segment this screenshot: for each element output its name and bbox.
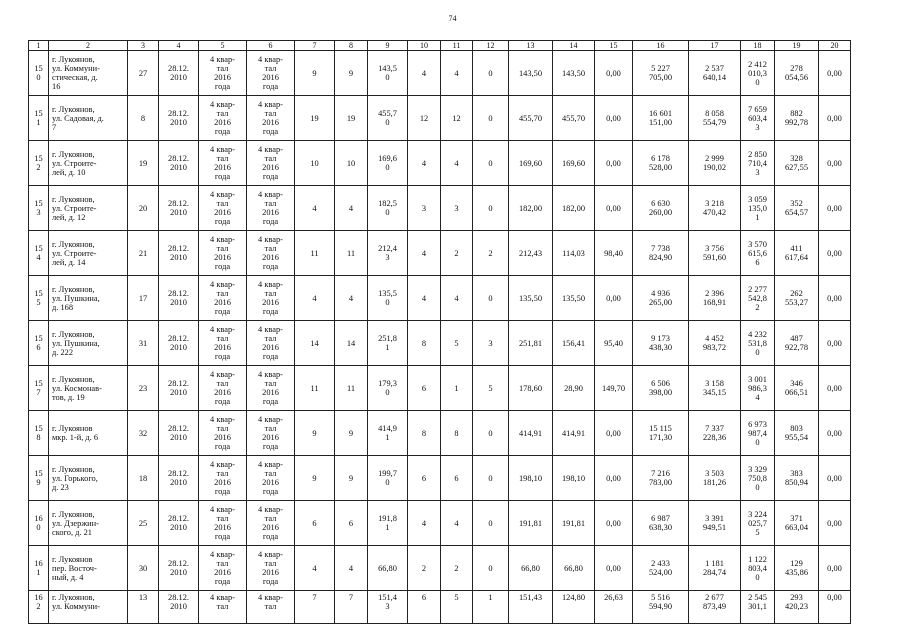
- table-cell: 0: [473, 546, 509, 591]
- table-cell: 9: [335, 456, 368, 501]
- table-cell: 4 квар- тал 2016 года: [247, 51, 295, 96]
- table-cell: 3 158 345,15: [689, 366, 741, 411]
- table-cell: 9: [295, 411, 335, 456]
- table-cell: 28.12. 2010: [159, 366, 199, 411]
- table-cell: 19: [295, 96, 335, 141]
- table-cell: 135,50: [509, 276, 553, 321]
- table-cell: 8: [441, 411, 473, 456]
- table-cell: 4 квар- тал 2016 года: [199, 141, 247, 186]
- table-cell: 4: [335, 186, 368, 231]
- table-cell: 4 квар- тал 2016 года: [247, 411, 295, 456]
- table-cell: 4 квар- тал: [247, 591, 295, 624]
- table-cell: 414,91: [509, 411, 553, 456]
- table-cell: 2: [441, 546, 473, 591]
- table-cell: 4 квар- тал 2016 года: [199, 51, 247, 96]
- table-cell: 7: [295, 591, 335, 624]
- table-cell: 4 квар- тал 2016 года: [199, 366, 247, 411]
- table-row: [29, 231, 851, 276]
- table-cell: 4 квар- тал 2016 года: [247, 546, 295, 591]
- table-cell: 0: [473, 276, 509, 321]
- table-cell: 4 квар- тал 2016 года: [247, 501, 295, 546]
- column-number-cell: 6: [247, 41, 295, 51]
- table-cell: 3 059 135,0 1: [741, 186, 775, 231]
- table-cell: 143,50: [509, 51, 553, 96]
- table-cell: 169,60: [509, 141, 553, 186]
- table-cell: 3 570 615,6 6: [741, 231, 775, 276]
- table-cell: 9: [335, 411, 368, 456]
- table-row: [29, 141, 851, 186]
- table-cell: 262 553,27: [775, 276, 819, 321]
- table-cell: 0,00: [819, 501, 851, 546]
- table-row: [29, 501, 851, 546]
- table-cell: 0,00: [819, 546, 851, 591]
- table-cell: 9: [295, 51, 335, 96]
- table-cell: 2 545 301,1: [741, 591, 775, 624]
- table-cell: 3: [473, 321, 509, 366]
- table-cell: 15 115 171,30: [633, 411, 689, 456]
- row-number-cell: 15 6: [29, 321, 49, 366]
- table-cell: 0: [473, 456, 509, 501]
- table-cell: 2 999 190,02: [689, 141, 741, 186]
- table-cell: 4: [441, 51, 473, 96]
- address-cell: г. Лукоянов, ул. Коммуни-: [49, 591, 128, 624]
- table-cell: 143,50: [553, 51, 595, 96]
- address-cell: г. Лукоянов, ул. Горького, д. 23: [49, 456, 128, 501]
- table-cell: 0,00: [819, 276, 851, 321]
- table-cell: 0,00: [595, 411, 633, 456]
- table-cell: 0: [473, 51, 509, 96]
- table-cell: 4: [335, 546, 368, 591]
- table-cell: 28.12. 2010: [159, 546, 199, 591]
- table-cell: 156,41: [553, 321, 595, 366]
- table-cell: 0: [473, 141, 509, 186]
- table-cell: 0: [473, 96, 509, 141]
- table-cell: 143,5 0: [368, 51, 408, 96]
- table-cell: 0,00: [819, 366, 851, 411]
- table-cell: 9: [335, 51, 368, 96]
- column-number-cell: 17: [689, 41, 741, 51]
- table-cell: 0: [473, 501, 509, 546]
- table-row: [29, 276, 851, 321]
- table-cell: 6 987 638,30: [633, 501, 689, 546]
- table-cell: 4 452 983,72: [689, 321, 741, 366]
- table-cell: 4: [441, 276, 473, 321]
- table-cell: 6 630 260,00: [633, 186, 689, 231]
- table-cell: 6: [408, 591, 441, 624]
- table-cell: 12: [441, 96, 473, 141]
- table-cell: 178,60: [509, 366, 553, 411]
- table-cell: 2 277 542,8 2: [741, 276, 775, 321]
- table-cell: 0,00: [819, 456, 851, 501]
- table-cell: 149,70: [595, 366, 633, 411]
- table-cell: 28.12. 2010: [159, 591, 199, 624]
- table-cell: 1: [441, 366, 473, 411]
- table-cell: 21: [128, 231, 159, 276]
- table-cell: 13: [128, 591, 159, 624]
- table-cell: 18: [128, 456, 159, 501]
- table-cell: 28,90: [553, 366, 595, 411]
- table-cell: 0,00: [819, 591, 851, 624]
- table-cell: 7 216 783,00: [633, 456, 689, 501]
- table-cell: 4 квар- тал 2016 года: [247, 186, 295, 231]
- table-cell: 0,00: [595, 456, 633, 501]
- table-cell: 8: [128, 96, 159, 141]
- table-cell: 251,8 1: [368, 321, 408, 366]
- column-number-cell: 16: [633, 41, 689, 51]
- table-cell: 0,00: [819, 141, 851, 186]
- row-number-cell: 15 4: [29, 231, 49, 276]
- table-cell: 95,40: [595, 321, 633, 366]
- table-cell: 4: [441, 141, 473, 186]
- table-cell: 371 663,04: [775, 501, 819, 546]
- table-cell: 4 936 265,00: [633, 276, 689, 321]
- table-cell: 10: [335, 141, 368, 186]
- table-cell: 5 227 705,00: [633, 51, 689, 96]
- table-cell: 4 квар- тал 2016 года: [247, 141, 295, 186]
- table-cell: 28.12. 2010: [159, 321, 199, 366]
- table-cell: 4 квар- тал 2016 года: [247, 276, 295, 321]
- table-cell: 4 квар- тал 2016 года: [199, 276, 247, 321]
- table-cell: 28.12. 2010: [159, 186, 199, 231]
- table-cell: 198,10: [553, 456, 595, 501]
- table-cell: 19: [128, 141, 159, 186]
- table-row: [29, 456, 851, 501]
- table-cell: 31: [128, 321, 159, 366]
- table-cell: 151,4 3: [368, 591, 408, 624]
- address-cell: г. Лукоянов, ул. Дзержин- ского, д. 21: [49, 501, 128, 546]
- column-number-cell: 13: [509, 41, 553, 51]
- column-number-cell: 18: [741, 41, 775, 51]
- table-cell: 0,00: [819, 411, 851, 456]
- table-cell: 7 738 824,90: [633, 231, 689, 276]
- table-cell: 4 квар- тал: [199, 591, 247, 624]
- table-cell: 4 квар- тал 2016 года: [199, 321, 247, 366]
- table-cell: 28.12. 2010: [159, 276, 199, 321]
- table-cell: 25: [128, 501, 159, 546]
- table-cell: 1: [473, 591, 509, 624]
- table-cell: 4 квар- тал 2016 года: [199, 186, 247, 231]
- data-table: [28, 40, 851, 624]
- table-cell: 10: [295, 141, 335, 186]
- table-cell: 5: [473, 366, 509, 411]
- table-cell: 0,00: [819, 186, 851, 231]
- table-cell: 182,00: [509, 186, 553, 231]
- table-cell: 17: [128, 276, 159, 321]
- table-cell: 6: [408, 366, 441, 411]
- table-cell: 6 178 528,00: [633, 141, 689, 186]
- table-cell: 129 435,86: [775, 546, 819, 591]
- table-cell: 66,80: [368, 546, 408, 591]
- table-cell: 4 квар- тал 2016 года: [199, 96, 247, 141]
- table-cell: 4: [408, 276, 441, 321]
- table-cell: 1 181 284,74: [689, 546, 741, 591]
- address-cell: г. Лукоянов, ул. Пушкина, д. 222: [49, 321, 128, 366]
- table-cell: 2: [408, 546, 441, 591]
- column-number-cell: 2: [49, 41, 128, 51]
- table-cell: 4: [408, 141, 441, 186]
- table-row: [29, 546, 851, 591]
- table-cell: 4: [295, 186, 335, 231]
- table-cell: 28.12. 2010: [159, 51, 199, 96]
- column-number-cell: 11: [441, 41, 473, 51]
- table-cell: 28.12. 2010: [159, 231, 199, 276]
- table-cell: 4 квар- тал 2016 года: [247, 321, 295, 366]
- table-cell: 27: [128, 51, 159, 96]
- table-cell: 487 922,78: [775, 321, 819, 366]
- table-cell: 3 503 181,26: [689, 456, 741, 501]
- table-cell: 114,03: [553, 231, 595, 276]
- table-cell: 19: [335, 96, 368, 141]
- table-cell: 28.12. 2010: [159, 456, 199, 501]
- column-number-cell: 14: [553, 41, 595, 51]
- column-number-cell: 1: [29, 41, 49, 51]
- table-cell: 4 232 531,8 0: [741, 321, 775, 366]
- table-cell: 882 992,78: [775, 96, 819, 141]
- table-cell: 28.12. 2010: [159, 141, 199, 186]
- table-cell: 6: [335, 501, 368, 546]
- table-cell: 278 054,56: [775, 51, 819, 96]
- row-number-cell: 15 1: [29, 96, 49, 141]
- table-cell: 0,00: [595, 501, 633, 546]
- address-cell: г. Лукоянов, ул. Строите- лей, д. 14: [49, 231, 128, 276]
- address-cell: г. Лукоянов, ул. Пушкина, д. 168: [49, 276, 128, 321]
- table-row: [29, 186, 851, 231]
- table-cell: 5 516 594,90: [633, 591, 689, 624]
- table-cell: 4 квар- тал 2016 года: [199, 411, 247, 456]
- table-row: [29, 51, 851, 96]
- table-row: [29, 96, 851, 141]
- table-cell: 16 601 151,00: [633, 96, 689, 141]
- table-cell: 169,60: [553, 141, 595, 186]
- column-number-cell: 12: [473, 41, 509, 51]
- column-number-cell: 10: [408, 41, 441, 51]
- row-number-cell: 15 2: [29, 141, 49, 186]
- row-number-cell: 16 2: [29, 591, 49, 624]
- table-cell: 346 066,51: [775, 366, 819, 411]
- table-cell: 11: [335, 231, 368, 276]
- table-cell: 169,6 0: [368, 141, 408, 186]
- table-cell: 6: [408, 456, 441, 501]
- table-cell: 212,43: [509, 231, 553, 276]
- table-cell: 4 квар- тал 2016 года: [247, 456, 295, 501]
- table-cell: 11: [295, 366, 335, 411]
- table-cell: 2 396 168,91: [689, 276, 741, 321]
- address-cell: г. Лукоянов, ул. Строите- лей, д. 10: [49, 141, 128, 186]
- table-cell: 6: [295, 501, 335, 546]
- table-cell: 0,00: [819, 321, 851, 366]
- table-cell: 0,00: [595, 96, 633, 141]
- table-cell: 5: [441, 591, 473, 624]
- row-number-cell: 15 0: [29, 51, 49, 96]
- table-cell: 4 квар- тал 2016 года: [199, 231, 247, 276]
- table-cell: 30: [128, 546, 159, 591]
- row-number-cell: 15 3: [29, 186, 49, 231]
- table-cell: 4 квар- тал 2016 года: [199, 456, 247, 501]
- table-cell: 9: [295, 456, 335, 501]
- table-cell: 455,7 0: [368, 96, 408, 141]
- address-cell: г. Лукоянов, ул. Космонав- тов, д. 19: [49, 366, 128, 411]
- table-cell: 5: [441, 321, 473, 366]
- table-cell: 328 627,55: [775, 141, 819, 186]
- table-cell: 2 412 010,3 0: [741, 51, 775, 96]
- table-cell: 0: [473, 411, 509, 456]
- column-number-cell: 20: [819, 41, 851, 51]
- table-row: [29, 411, 851, 456]
- table-cell: 191,8 1: [368, 501, 408, 546]
- table-cell: 2 677 873,49: [689, 591, 741, 624]
- table-cell: 6: [441, 456, 473, 501]
- address-cell: г. Лукоянов мкр. 1-й, д. 6: [49, 411, 128, 456]
- table-cell: 251,81: [509, 321, 553, 366]
- row-number-cell: 15 8: [29, 411, 49, 456]
- table-cell: 3: [408, 186, 441, 231]
- table-cell: 7 337 228,36: [689, 411, 741, 456]
- table-cell: 191,81: [509, 501, 553, 546]
- table-row: [29, 321, 851, 366]
- table-cell: 198,10: [509, 456, 553, 501]
- table-cell: 4: [295, 276, 335, 321]
- table-cell: 66,80: [509, 546, 553, 591]
- table-cell: 212,4 3: [368, 231, 408, 276]
- row-number-cell: 15 9: [29, 456, 49, 501]
- table-cell: 182,5 0: [368, 186, 408, 231]
- table-cell: 455,70: [509, 96, 553, 141]
- table-cell: 7: [335, 591, 368, 624]
- column-number-cell: 3: [128, 41, 159, 51]
- table-cell: 4 квар- тал 2016 года: [199, 546, 247, 591]
- table-cell: 0,00: [595, 186, 633, 231]
- table-cell: 0: [473, 186, 509, 231]
- table-cell: 4: [408, 501, 441, 546]
- table-cell: 124,80: [553, 591, 595, 624]
- table-cell: 32: [128, 411, 159, 456]
- table-cell: 23: [128, 366, 159, 411]
- table-cell: 8: [408, 411, 441, 456]
- table-cell: 8 058 554,79: [689, 96, 741, 141]
- table-cell: 4 квар- тал 2016 года: [247, 366, 295, 411]
- address-cell: г. Лукоянов, ул. Коммуни- стическая, д. 16: [49, 51, 128, 96]
- table-cell: 7 659 603,4 3: [741, 96, 775, 141]
- table-row: [29, 366, 851, 411]
- table-row: [29, 591, 851, 624]
- table-cell: 2: [441, 231, 473, 276]
- table-cell: 66,80: [553, 546, 595, 591]
- table-cell: 2: [473, 231, 509, 276]
- column-number-cell: 15: [595, 41, 633, 51]
- table-cell: 28.12. 2010: [159, 96, 199, 141]
- table-cell: 6 973 987,4 0: [741, 411, 775, 456]
- table-cell: 3 001 986,3 4: [741, 366, 775, 411]
- column-number-cell: 9: [368, 41, 408, 51]
- table-cell: 4: [295, 546, 335, 591]
- table-cell: 414,91: [553, 411, 595, 456]
- table-cell: 179,3 0: [368, 366, 408, 411]
- table-cell: 14: [335, 321, 368, 366]
- table-cell: 0,00: [595, 141, 633, 186]
- address-cell: г. Лукоянов пер. Восточ- ный, д. 4: [49, 546, 128, 591]
- table-cell: 4 квар- тал 2016 года: [199, 501, 247, 546]
- table-cell: 2 537 640,14: [689, 51, 741, 96]
- table-cell: 352 654,57: [775, 186, 819, 231]
- table-cell: 2 850 710,4 3: [741, 141, 775, 186]
- table-cell: 2 433 524,00: [633, 546, 689, 591]
- table-cell: 4: [408, 231, 441, 276]
- table-cell: 0,00: [595, 546, 633, 591]
- column-number-cell: 7: [295, 41, 335, 51]
- table-cell: 28.12. 2010: [159, 411, 199, 456]
- table-cell: 3: [441, 186, 473, 231]
- column-number-cell: 4: [159, 41, 199, 51]
- table-cell: 4: [335, 276, 368, 321]
- table-cell: 14: [295, 321, 335, 366]
- row-number-cell: 16 0: [29, 501, 49, 546]
- table-cell: 4: [408, 51, 441, 96]
- table-cell: 3 756 591,60: [689, 231, 741, 276]
- table-cell: 151,43: [509, 591, 553, 624]
- table-cell: 28.12. 2010: [159, 501, 199, 546]
- column-number-cell: 19: [775, 41, 819, 51]
- table-cell: 11: [335, 366, 368, 411]
- table-cell: 3 224 025,7 5: [741, 501, 775, 546]
- table-cell: 26,63: [595, 591, 633, 624]
- address-cell: г. Лукоянов, ул. Садовая, д. 7: [49, 96, 128, 141]
- table-cell: 0,00: [595, 51, 633, 96]
- row-number-cell: 16 1: [29, 546, 49, 591]
- table-cell: 0,00: [819, 96, 851, 141]
- table-cell: 11: [295, 231, 335, 276]
- table-cell: 455,70: [553, 96, 595, 141]
- address-cell: г. Лукоянов, ул. Строите- лей, д. 12: [49, 186, 128, 231]
- table-cell: 135,5 0: [368, 276, 408, 321]
- table-cell: 803 955,54: [775, 411, 819, 456]
- table-cell: 411 617,64: [775, 231, 819, 276]
- column-number-cell: 8: [335, 41, 368, 51]
- table-cell: 0,00: [819, 231, 851, 276]
- table-cell: 3 218 470,42: [689, 186, 741, 231]
- table-cell: 20: [128, 186, 159, 231]
- table-cell: 191,81: [553, 501, 595, 546]
- table-cell: 182,00: [553, 186, 595, 231]
- table-cell: 0,00: [595, 276, 633, 321]
- table-cell: 293 420,23: [775, 591, 819, 624]
- table-cell: 6 506 398,00: [633, 366, 689, 411]
- row-number-cell: 15 7: [29, 366, 49, 411]
- table-cell: 0,00: [819, 51, 851, 96]
- column-number-cell: 5: [199, 41, 247, 51]
- column-number-row: [29, 41, 851, 51]
- table-cell: 4 квар- тал 2016 года: [247, 231, 295, 276]
- table-cell: 383 850,94: [775, 456, 819, 501]
- table-cell: 1 122 803,4 0: [741, 546, 775, 591]
- table-cell: 414,9 1: [368, 411, 408, 456]
- table-cell: 3 391 949,51: [689, 501, 741, 546]
- table-cell: 9 173 438,30: [633, 321, 689, 366]
- page-number: 74: [448, 14, 457, 23]
- table-cell: 199,7 0: [368, 456, 408, 501]
- row-number-cell: 15 5: [29, 276, 49, 321]
- table-cell: 135,50: [553, 276, 595, 321]
- table-cell: 98,40: [595, 231, 633, 276]
- table-cell: 12: [408, 96, 441, 141]
- table-cell: 3 329 750,8 0: [741, 456, 775, 501]
- table-cell: 4: [441, 501, 473, 546]
- table-cell: 8: [408, 321, 441, 366]
- table-cell: 4 квар- тал 2016 года: [247, 96, 295, 141]
